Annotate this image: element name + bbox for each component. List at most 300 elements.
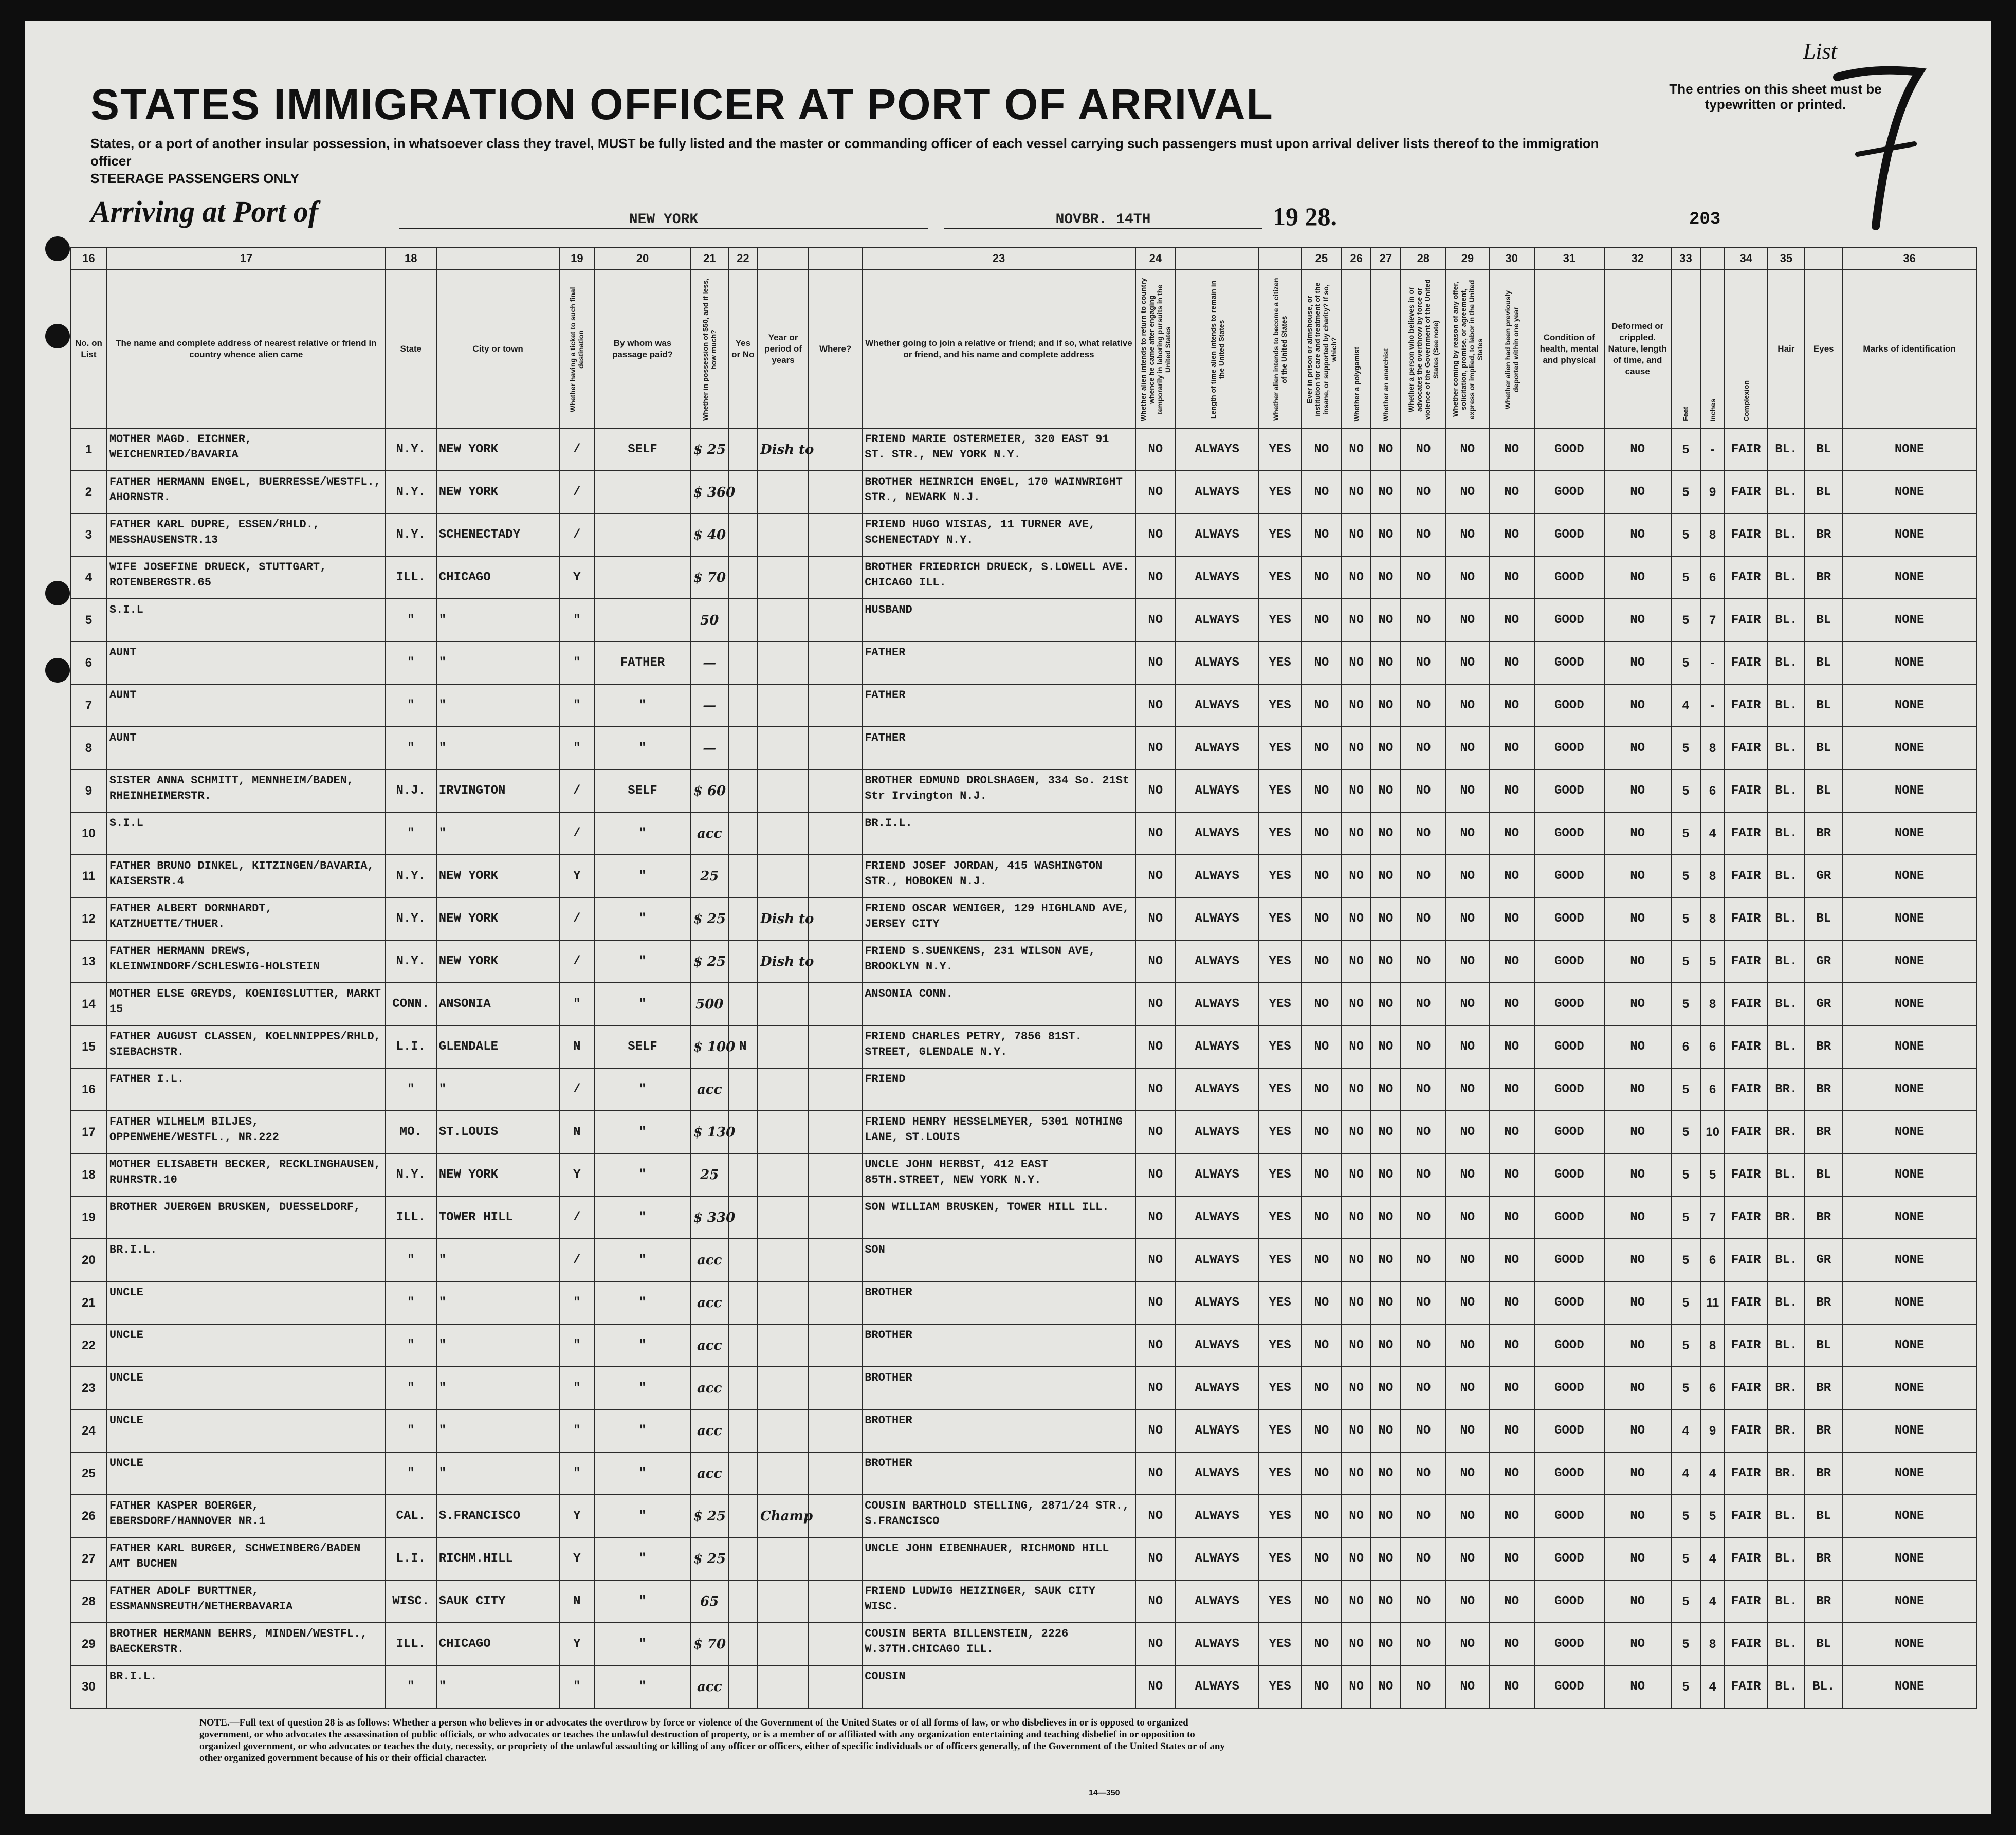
eye-color-cell: BR (1805, 1111, 1842, 1153)
before-where-cell (809, 1495, 862, 1537)
city-cell: NEW YORK (436, 1153, 560, 1196)
health-condition-cell: GOOD (1534, 727, 1604, 769)
ticket-cell: " (559, 599, 594, 641)
overthrow-cell: NO (1401, 1111, 1446, 1153)
height-feet-cell: 5 (1671, 1665, 1700, 1708)
deported-cell: NO (1489, 1623, 1535, 1665)
identification-marks-cell: NONE (1842, 1495, 1976, 1537)
ticket-cell: N (559, 1025, 594, 1068)
polygamist-cell: NO (1342, 471, 1371, 513)
before-years-cell (758, 599, 809, 641)
deformed-cell: NO (1604, 769, 1671, 812)
hair-color-cell: BL. (1767, 1623, 1805, 1665)
before-years-cell: Dish to (758, 428, 809, 471)
purpose-citizen-cell: YES (1258, 1367, 1301, 1409)
complexion-cell: FAIR (1725, 769, 1767, 812)
city-cell: NEW YORK (436, 471, 560, 513)
deformed-cell: NO (1604, 897, 1671, 940)
manifest-sheet (25, 21, 1991, 1814)
purpose-return-cell: NO (1135, 1324, 1176, 1367)
purpose-citizen-cell: YES (1258, 983, 1301, 1025)
complexion-cell: FAIR (1725, 983, 1767, 1025)
relative-address-cell: FATHER KARL DUPRE, ESSEN/RHLD., MESSHAUSENSTR.13 (107, 513, 386, 556)
height-inches-cell: 5 (1700, 940, 1725, 983)
overthrow-cell: NO (1401, 1495, 1446, 1537)
eye-color-cell: BR (1805, 1537, 1842, 1580)
before-years-cell (758, 1580, 809, 1623)
joining-relative-cell: FRIEND S.SUENKENS, 231 WILSON AVE, BROOKLYN N.Y. (862, 940, 1135, 983)
complexion-cell: FAIR (1725, 1111, 1767, 1153)
deported-cell: NO (1489, 428, 1535, 471)
deformed-cell: NO (1604, 1495, 1671, 1537)
overthrow-cell: NO (1401, 1665, 1446, 1708)
prison-cell: NO (1302, 897, 1342, 940)
before-where-cell (809, 1281, 862, 1324)
header-feet: Feet (1671, 270, 1700, 428)
row-number-cell: 28 (70, 1580, 107, 1623)
state-cell: N.Y. (386, 855, 436, 897)
joining-relative-cell: BROTHER (862, 1452, 1135, 1495)
anarchist-cell: NO (1371, 1196, 1400, 1239)
hair-color-cell: BL. (1767, 1495, 1805, 1537)
overthrow-cell: NO (1401, 599, 1446, 641)
before-yes-no-cell (728, 1452, 758, 1495)
health-condition-cell: GOOD (1534, 641, 1604, 684)
height-feet-cell: 5 (1671, 1367, 1700, 1409)
health-condition-cell: GOOD (1534, 1623, 1604, 1665)
overthrow-cell: NO (1401, 1452, 1446, 1495)
health-condition-cell: GOOD (1534, 1537, 1604, 1580)
health-condition-cell: GOOD (1534, 428, 1604, 471)
before-where-cell (809, 641, 862, 684)
city-cell: IRVINGTON (436, 769, 560, 812)
complexion-cell: FAIR (1725, 1281, 1767, 1324)
purpose-length-cell: ALWAYS (1176, 897, 1259, 940)
binder-hole (45, 324, 70, 348)
height-inches-cell: 8 (1700, 1324, 1725, 1367)
hair-color-cell: BL. (1767, 1153, 1805, 1196)
state-cell: CONN. (386, 983, 436, 1025)
before-where-cell (809, 471, 862, 513)
overthrow-cell: NO (1401, 1324, 1446, 1367)
ticket-cell: " (559, 1409, 594, 1452)
deformed-cell: NO (1604, 599, 1671, 641)
purpose-citizen-cell: YES (1258, 428, 1301, 471)
height-feet-cell: 5 (1671, 428, 1700, 471)
joining-relative-cell: BROTHER HEINRICH ENGEL, 170 WAINWRIGHT STR., NEWARK N.J. (862, 471, 1135, 513)
form-number: 14—350 (1089, 1789, 1120, 1797)
joining-relative-cell: BROTHER (862, 1409, 1135, 1452)
health-condition-cell: GOOD (1534, 1025, 1604, 1068)
before-years-cell (758, 1196, 809, 1239)
overthrow-cell: NO (1401, 1025, 1446, 1068)
money-cell: $ 330 (691, 1196, 728, 1239)
deported-cell: NO (1489, 1324, 1535, 1367)
state-cell: WISC. (386, 1580, 436, 1623)
health-condition-cell: GOOD (1534, 1409, 1604, 1452)
before-years-cell (758, 1153, 809, 1196)
health-condition-cell: GOOD (1534, 684, 1604, 727)
column-number: 18 (386, 247, 436, 270)
identification-marks-cell: NONE (1842, 428, 1976, 471)
before-yes-no-cell (728, 641, 758, 684)
eye-color-cell: BL. (1805, 1665, 1842, 1708)
polygamist-cell: NO (1342, 1452, 1371, 1495)
deported-cell: NO (1489, 684, 1535, 727)
row-number-cell: 24 (70, 1409, 107, 1452)
anarchist-cell: NO (1371, 1025, 1400, 1068)
joining-relative-cell: FRIEND LUDWIG HEIZINGER, SAUK CITY WISC. (862, 1580, 1135, 1623)
before-years-cell (758, 1623, 809, 1665)
height-inches-cell: 8 (1700, 855, 1725, 897)
passage-paid-cell: " (594, 812, 691, 855)
health-condition-cell: GOOD (1534, 812, 1604, 855)
height-feet-cell: 5 (1671, 641, 1700, 684)
prison-cell: NO (1302, 940, 1342, 983)
polygamist-cell: NO (1342, 1281, 1371, 1324)
table-row (70, 1367, 1976, 1409)
column-number (758, 247, 809, 270)
money-cell: $ 100 (691, 1025, 728, 1068)
ticket-cell: " (559, 641, 594, 684)
overthrow-cell: NO (1401, 428, 1446, 471)
relative-address-cell: WIFE JOSEFINE DRUECK, STUTTGART, ROTENBERGSTR.65 (107, 556, 386, 599)
passenger-rows (70, 428, 1976, 1708)
prison-cell: NO (1302, 1580, 1342, 1623)
hair-color-cell: BL. (1767, 769, 1805, 812)
prison-cell: NO (1302, 641, 1342, 684)
overthrow-cell: NO (1401, 684, 1446, 727)
overthrow-cell: NO (1401, 727, 1446, 769)
polygamist-cell: NO (1342, 684, 1371, 727)
purpose-return-cell: NO (1135, 1111, 1176, 1153)
height-inches-cell: 8 (1700, 727, 1725, 769)
deformed-cell: NO (1604, 513, 1671, 556)
joining-relative-cell: FRIEND CHARLES PETRY, 7856 81ST. STREET, GLENDALE N.Y. (862, 1025, 1135, 1068)
purpose-length-cell: ALWAYS (1176, 1239, 1259, 1281)
contract-cell: NO (1446, 471, 1489, 513)
purpose-citizen-cell: YES (1258, 1324, 1301, 1367)
identification-marks-cell: NONE (1842, 1665, 1976, 1708)
deformed-cell: NO (1604, 1537, 1671, 1580)
height-inches-cell: 8 (1700, 983, 1725, 1025)
before-yes-no-cell (728, 556, 758, 599)
deformed-cell: NO (1604, 1665, 1671, 1708)
purpose-return-cell: NO (1135, 556, 1176, 599)
before-yes-no-cell (728, 1409, 758, 1452)
deported-cell: NO (1489, 940, 1535, 983)
passage-paid-cell: " (594, 855, 691, 897)
ticket-cell: / (559, 1196, 594, 1239)
anarchist-cell: NO (1371, 812, 1400, 855)
money-cell: acc (691, 1281, 728, 1324)
passage-paid-cell: SELF (594, 1025, 691, 1068)
polygamist-cell: NO (1342, 513, 1371, 556)
state-cell: N.Y. (386, 513, 436, 556)
column-number-row (70, 247, 1976, 270)
column-number: 30 (1489, 247, 1535, 270)
before-where-cell (809, 428, 862, 471)
ticket-cell: " (559, 1367, 594, 1409)
joining-relative-cell: BROTHER (862, 1324, 1135, 1367)
money-cell: acc (691, 1068, 728, 1111)
polygamist-cell: NO (1342, 1665, 1371, 1708)
money-cell: 65 (691, 1580, 728, 1623)
row-number-cell: 22 (70, 1324, 107, 1367)
health-condition-cell: GOOD (1534, 1281, 1604, 1324)
state-cell: L.I. (386, 1537, 436, 1580)
purpose-citizen-cell: YES (1258, 1452, 1301, 1495)
polygamist-cell: NO (1342, 1409, 1371, 1452)
deported-cell: NO (1489, 1153, 1535, 1196)
purpose-length-cell: ALWAYS (1176, 1153, 1259, 1196)
header-where: Where? (809, 270, 862, 428)
header-passage: By whom was passage paid? (594, 270, 691, 428)
identification-marks-cell: NONE (1842, 556, 1976, 599)
height-feet-cell: 4 (1671, 1452, 1700, 1495)
purpose-return-cell: NO (1135, 1281, 1176, 1324)
overthrow-cell: NO (1401, 513, 1446, 556)
city-cell: ST.LOUIS (436, 1111, 560, 1153)
joining-relative-cell: FATHER (862, 684, 1135, 727)
before-yes-no-cell (728, 1623, 758, 1665)
complexion-cell: FAIR (1725, 513, 1767, 556)
contract-cell: NO (1446, 1196, 1489, 1239)
prison-cell: NO (1302, 983, 1342, 1025)
city-cell: " (436, 1367, 560, 1409)
anarchist-cell: NO (1371, 940, 1400, 983)
height-feet-cell: 5 (1671, 812, 1700, 855)
hair-color-cell: BL. (1767, 1580, 1805, 1623)
purpose-return-cell: NO (1135, 1580, 1176, 1623)
state-cell: N.Y. (386, 897, 436, 940)
polygamist-cell: NO (1342, 599, 1371, 641)
row-number-cell: 16 (70, 1068, 107, 1111)
header-purpose-length: Length of time alien intends to remain in the United States (1176, 270, 1259, 428)
anarchist-cell: NO (1371, 1239, 1400, 1281)
joining-relative-cell: BR.I.L. (862, 812, 1135, 855)
column-number: 22 (728, 247, 758, 270)
before-yes-no-cell (728, 428, 758, 471)
relative-address-cell: FATHER ADOLF BURTTNER, ESSMANNSREUTH/NETHERBAVARIA (107, 1580, 386, 1623)
relative-address-cell: FATHER I.L. (107, 1068, 386, 1111)
purpose-length-cell: ALWAYS (1176, 1623, 1259, 1665)
health-condition-cell: GOOD (1534, 1111, 1604, 1153)
city-cell: " (436, 1239, 560, 1281)
joining-relative-cell: FRIEND HENRY HESSELMEYER, 5301 NOTHING LANE, ST.LOUIS (862, 1111, 1135, 1153)
passage-paid-cell: " (594, 1495, 691, 1537)
purpose-return-cell: NO (1135, 1409, 1176, 1452)
hair-color-cell: BR. (1767, 1367, 1805, 1409)
binder-hole (45, 236, 70, 261)
before-where-cell (809, 1239, 862, 1281)
hair-color-cell: BL. (1767, 1324, 1805, 1367)
money-cell: $ 60 (691, 769, 728, 812)
column-number: 31 (1534, 247, 1604, 270)
header-anarchist: Whether an anarchist (1371, 270, 1400, 428)
before-years-cell (758, 1665, 809, 1708)
ticket-cell: / (559, 1068, 594, 1111)
city-cell: NEW YORK (436, 428, 560, 471)
identification-marks-cell: NONE (1842, 1068, 1976, 1111)
purpose-length-cell: ALWAYS (1176, 769, 1259, 812)
anarchist-cell: NO (1371, 855, 1400, 897)
table-row (70, 1409, 1976, 1452)
complexion-cell: FAIR (1725, 684, 1767, 727)
intro-line: States, or a port of another insular possession, in whatsoever class they travel, MUST be fully listed and the master or commanding officer of each vessel carrying such passengers must upon arrival deliver lists thereof to the immigration officer (90, 136, 1599, 169)
purpose-length-cell: ALWAYS (1176, 641, 1259, 684)
overthrow-cell: NO (1401, 1537, 1446, 1580)
ticket-cell: / (559, 940, 594, 983)
overthrow-cell: NO (1401, 1580, 1446, 1623)
identification-marks-cell: NONE (1842, 1452, 1976, 1495)
joining-relative-cell: FRIEND HUGO WISIAS, 11 TURNER AVE, SCHENECTADY N.Y. (862, 513, 1135, 556)
joining-relative-cell: SON (862, 1239, 1135, 1281)
identification-marks-cell: NONE (1842, 1281, 1976, 1324)
money-cell: $ 25 (691, 1537, 728, 1580)
passage-paid-cell: " (594, 727, 691, 769)
header-yes-no: Yes or No (728, 270, 758, 428)
before-years-cell (758, 1281, 809, 1324)
purpose-citizen-cell: YES (1258, 1665, 1301, 1708)
height-inches-cell: 11 (1700, 1281, 1725, 1324)
before-years-cell (758, 1111, 809, 1153)
table-row (70, 471, 1976, 513)
city-cell: GLENDALE (436, 1025, 560, 1068)
relative-address-cell: SISTER ANNA SCHMITT, MENNHEIM/BADEN, RHEINHEIMERSTR. (107, 769, 386, 812)
port-row (90, 194, 1735, 235)
eye-color-cell: GR (1805, 855, 1842, 897)
deformed-cell: NO (1604, 727, 1671, 769)
before-years-cell: Dish to (758, 897, 809, 940)
polygamist-cell: NO (1342, 1068, 1371, 1111)
contract-cell: NO (1446, 940, 1489, 983)
purpose-citizen-cell: YES (1258, 1196, 1301, 1239)
health-condition-cell: GOOD (1534, 513, 1604, 556)
table-row (70, 1239, 1976, 1281)
height-feet-cell: 4 (1671, 1409, 1700, 1452)
city-cell: CHICAGO (436, 556, 560, 599)
eye-color-cell: BL (1805, 1495, 1842, 1537)
anarchist-cell: NO (1371, 599, 1400, 641)
state-cell: ILL. (386, 1623, 436, 1665)
health-condition-cell: GOOD (1534, 599, 1604, 641)
column-number: 20 (594, 247, 691, 270)
city-cell: " (436, 1324, 560, 1367)
money-cell: — (691, 641, 728, 684)
passage-paid-cell: SELF (594, 769, 691, 812)
anarchist-cell: NO (1371, 1452, 1400, 1495)
anarchist-cell: NO (1371, 1495, 1400, 1537)
identification-marks-cell: NONE (1842, 983, 1976, 1025)
column-header-row (70, 270, 1976, 428)
relative-address-cell: UNCLE (107, 1367, 386, 1409)
overthrow-cell: NO (1401, 471, 1446, 513)
deported-cell: NO (1489, 769, 1535, 812)
before-where-cell (809, 1196, 862, 1239)
money-cell: $ 130 (691, 1111, 728, 1153)
passage-paid-cell: " (594, 983, 691, 1025)
purpose-length-cell: ALWAYS (1176, 1452, 1259, 1495)
row-number-cell: 4 (70, 556, 107, 599)
hair-color-cell: BL. (1767, 855, 1805, 897)
before-years-cell (758, 1239, 809, 1281)
row-number-cell: 27 (70, 1537, 107, 1580)
identification-marks-cell: NONE (1842, 1239, 1976, 1281)
city-cell: " (436, 1665, 560, 1708)
table-row (70, 556, 1976, 599)
passage-paid-cell: " (594, 1111, 691, 1153)
before-where-cell (809, 769, 862, 812)
height-feet-cell: 5 (1671, 599, 1700, 641)
ticket-cell: Y (559, 1537, 594, 1580)
height-feet-cell: 5 (1671, 1281, 1700, 1324)
eye-color-cell: BR (1805, 1367, 1842, 1409)
passage-paid-cell: " (594, 1452, 691, 1495)
hair-color-cell: BR. (1767, 1068, 1805, 1111)
before-yes-no-cell (728, 897, 758, 940)
before-yes-no-cell (728, 599, 758, 641)
complexion-cell: FAIR (1725, 1367, 1767, 1409)
hair-color-cell: BL. (1767, 1537, 1805, 1580)
deported-cell: NO (1489, 1068, 1535, 1111)
before-yes-no-cell (728, 1537, 758, 1580)
before-years-cell (758, 513, 809, 556)
relative-address-cell: FATHER HERMANN DREWS, KLEINWINDORF/SCHLESWIG-HOLSTEIN (107, 940, 386, 983)
row-number-cell: 14 (70, 983, 107, 1025)
joining-relative-cell: SON WILLIAM BRUSKEN, TOWER HILL ILL. (862, 1196, 1135, 1239)
money-cell: — (691, 684, 728, 727)
state-cell: " (386, 812, 436, 855)
height-feet-cell: 5 (1671, 1111, 1700, 1153)
contract-cell: NO (1446, 855, 1489, 897)
eye-color-cell: BR (1805, 1409, 1842, 1452)
purpose-length-cell: ALWAYS (1176, 1025, 1259, 1068)
before-where-cell (809, 812, 862, 855)
passage-paid-cell: " (594, 1239, 691, 1281)
contract-cell: NO (1446, 1452, 1489, 1495)
prison-cell: NO (1302, 1495, 1342, 1537)
column-number: 32 (1604, 247, 1671, 270)
arrival-year: 19 28. (1273, 202, 1337, 231)
ticket-cell: " (559, 983, 594, 1025)
table-row (70, 1623, 1976, 1665)
column-number: 28 (1401, 247, 1446, 270)
identification-marks-cell: NONE (1842, 1623, 1976, 1665)
before-where-cell (809, 1537, 862, 1580)
purpose-length-cell: ALWAYS (1176, 1281, 1259, 1324)
city-cell: RICHM.HILL (436, 1537, 560, 1580)
purpose-citizen-cell: YES (1258, 471, 1301, 513)
column-number: 26 (1342, 247, 1371, 270)
deported-cell: NO (1489, 556, 1535, 599)
city-cell: S.FRANCISCO (436, 1495, 560, 1537)
before-yes-no-cell: N (728, 1025, 758, 1068)
before-where-cell (809, 1367, 862, 1409)
purpose-return-cell: NO (1135, 855, 1176, 897)
polygamist-cell: NO (1342, 1324, 1371, 1367)
contract-cell: NO (1446, 897, 1489, 940)
joining-relative-cell: BROTHER FRIEDRICH DRUECK, S.LOWELL AVE. CHICAGO ILL. (862, 556, 1135, 599)
passage-paid-cell: " (594, 940, 691, 983)
row-number-cell: 5 (70, 599, 107, 641)
complexion-cell: FAIR (1725, 897, 1767, 940)
money-cell: acc (691, 1367, 728, 1409)
ticket-cell: / (559, 513, 594, 556)
before-where-cell (809, 599, 862, 641)
ticket-cell: Y (559, 1153, 594, 1196)
before-years-cell (758, 1068, 809, 1111)
